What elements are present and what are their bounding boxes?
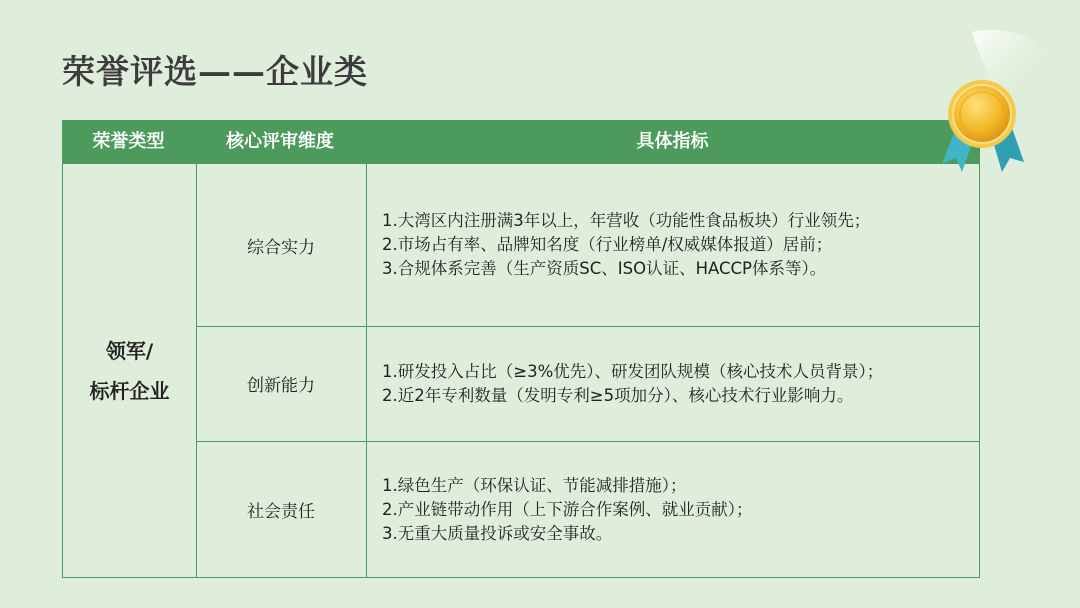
dimension-cell-comprehensive: 综合实力 <box>247 237 315 258</box>
gold-medal-icon <box>926 28 1046 176</box>
indicator-line: 2.产业链带动作用（上下游合作案例、就业贡献）； <box>382 499 753 519</box>
indicator-line: 1.绿色生产（环保认证、节能减排措施）； <box>382 475 687 495</box>
indicator-line: 1.研发投入占比（≥3%优先）、研发团队规模（核心技术人员背景）； <box>382 361 884 381</box>
honor-type-cell <box>63 164 196 578</box>
indicator-cell-social <box>366 441 981 578</box>
header-honor-type: 荣誉类型 <box>92 131 165 152</box>
header-dimension: 核心评审维度 <box>226 131 334 152</box>
indicator-line: 3.合规体系完善（生产资质SC、ISO认证、HACCP体系等）。 <box>382 259 827 278</box>
header-indicators: 具体指标 <box>636 131 709 152</box>
dimension-cell-innovation: 创新能力 <box>247 376 315 396</box>
indicator-line: 1.大湾区内注册满3年以上，年营收（功能性食品板块）行业领先； <box>382 211 871 230</box>
page-title: 荣誉评选——企业类 <box>62 52 368 91</box>
dimension-cell-social: 社会责任 <box>247 502 315 522</box>
table-body <box>62 164 980 578</box>
honor-criteria-table <box>62 120 980 578</box>
honor-type-line2: 标杆企业 <box>89 379 170 403</box>
indicator-line: 2.近2年专利数量（发明专利≥5项加分）、核心技术行业影响力。 <box>382 385 854 405</box>
honor-type-line1: 领军/ <box>105 339 154 363</box>
table-header-row <box>62 120 980 164</box>
indicator-cell-comprehensive <box>366 164 981 326</box>
indicator-line: 2.市场占有率、品牌知名度（行业榜单/权威媒体报道）居前； <box>382 235 833 254</box>
indicator-cell-innovation <box>366 326 981 441</box>
indicator-line: 3.无重大质量投诉或安全事故。 <box>382 523 613 543</box>
